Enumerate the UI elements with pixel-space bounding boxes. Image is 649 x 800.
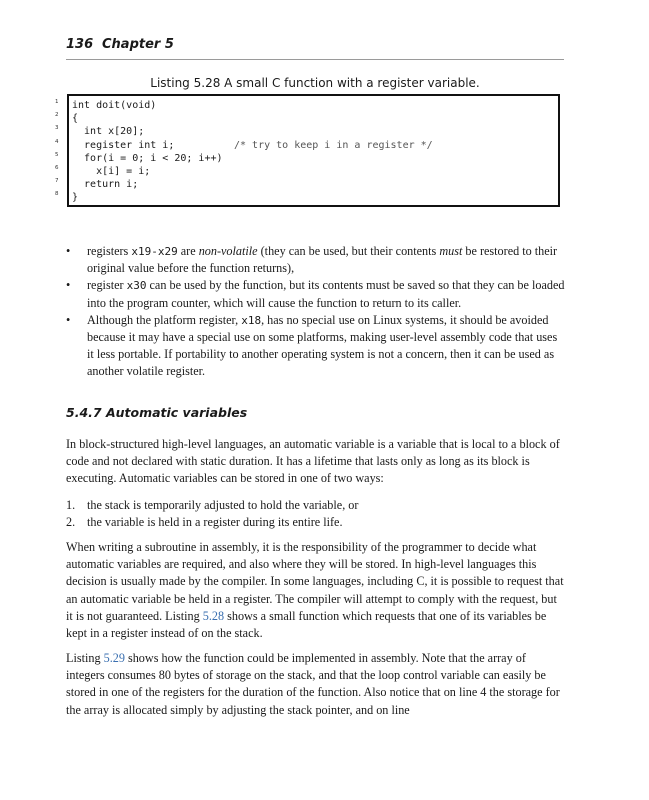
code-box [67, 94, 560, 207]
list-item: • register x30 can be used by the function, but its contents must be saved so that they can be loaded into the program counter, which will cause the function to return to its caller. [66, 278, 565, 310]
code-line: { [72, 113, 79, 125]
bullet-list [66, 243, 566, 381]
line-number: 5 [55, 151, 59, 158]
paragraph: In block-structured high-level languages, an automatic variable is a variable that is local to a block of code and not declared with static duration. It has a lifetime that lasts only as long as its block is executing. Automatic variables can be stored in one of two ways: [66, 437, 560, 486]
paragraph: When writing a subroutine in assembly, it is the responsibility of the programmer to decide what automatic variables are required, and also where they will be stored. In high-level languages this decision is usually made by the compiler. In some languages, including C, it is possible to request that an automatic variable be held in a register. The compiler will attempt to comply with the request, but it is not guaranteed. Listing 5.28 shows a small function which requests that one of its variables be kept in a register instead of on the stack. [66, 540, 564, 641]
paragraph: Listing 5.29 shows how the function could be implemented in assembly. Note that the array of integers consumes 80 bytes of storage on the stack, and that the loop control variable can easily be stored in one of the registers for the duration of the function. Also notice that on line 4 the storage for the array is allocated simply by adjusting the stack pointer, and on line [66, 651, 560, 717]
code-comment: /* try to keep i in a register */ [234, 139, 433, 151]
code-line: int x[20]; [72, 126, 145, 138]
line-numbers [55, 96, 67, 202]
line-number: 1 [55, 99, 59, 105]
item-number: 2. [66, 515, 76, 530]
line-number: 3 [55, 125, 59, 132]
line-number: 4 [55, 138, 59, 145]
page-number: 136 [66, 37, 94, 52]
bullet-icon: • [66, 278, 71, 293]
code-line-with-comment [72, 139, 558, 152]
list-item [66, 497, 566, 514]
code-text: register int i; [72, 139, 175, 151]
bullet-icon: • [66, 244, 71, 258]
code-line: for(i = 0; i < 20; i++) [72, 152, 223, 164]
list-item [66, 514, 566, 531]
line-number: 6 [55, 164, 59, 171]
code-line: int doit(void) [72, 100, 157, 111]
line-number: 2 [55, 112, 59, 119]
section-heading: 5.4.7 Automatic variables [66, 405, 248, 420]
bullet-icon: • [66, 312, 71, 327]
list-item: • Although the platform register, x18, has no special use on Linux systems, it should be avoided because it may have a special use on some platforms, making user-level assembly code that uses it less portable. If portability to another operating system is not a concern, then it can be used as another volatile register. [66, 312, 558, 379]
list-item: • registers x19-x29 are non-volatile (they can be used, but their contents must be restored to their original value before the function returns), [66, 244, 558, 276]
chapter-title: Chapter 5 [102, 37, 174, 52]
running-header [66, 37, 564, 60]
code-line: } [72, 192, 79, 204]
listing-caption: Listing 5.28 A small C function with a register variable. [150, 76, 480, 90]
listing-link[interactable]: 5.28 [202, 608, 225, 623]
item-number: 1. [66, 498, 76, 512]
listing-link[interactable]: 5.29 [103, 651, 125, 665]
line-number: 7 [55, 178, 59, 185]
code-line: return i; [72, 179, 139, 191]
item-text: the variable is held in a register during its entire life. [87, 515, 343, 530]
numbered-list [66, 497, 566, 531]
code-line: x[i] = i; [72, 165, 151, 177]
item-text: the stack is temporarily adjusted to hold the variable, or [87, 498, 359, 512]
line-number: 8 [55, 191, 59, 198]
